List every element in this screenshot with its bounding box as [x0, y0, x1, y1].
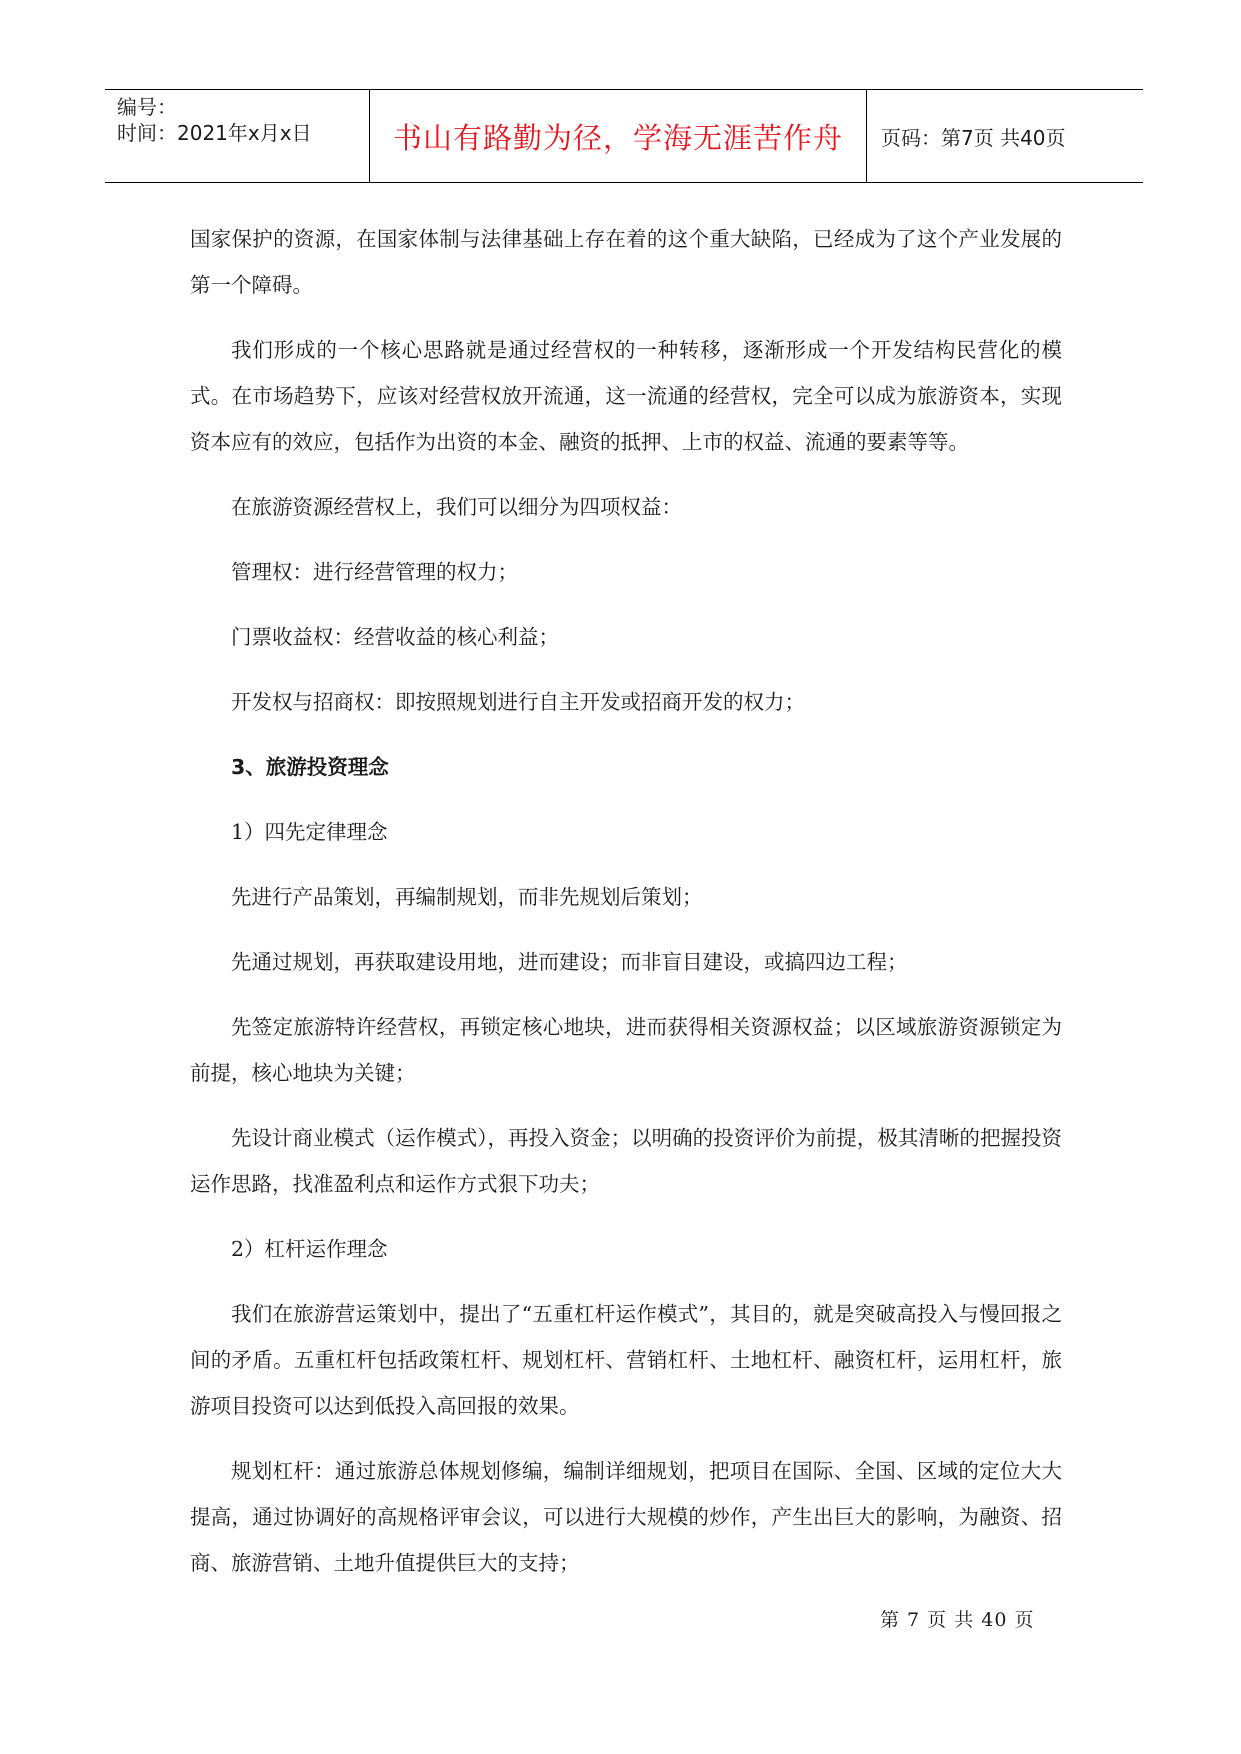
paragraph: 规划杠杆：通过旅游总体规划修编，编制详细规划，把项目在国际、全国、区域的定位大大提高，通过协调好的高规格评审会议，可以进行大规模的炒作，产生出巨大的影响，为融资、招商、旅游营销、土地升值提供巨大的支持；: [190, 1459, 1062, 1575]
document-number-label: 编号：: [117, 95, 177, 119]
paragraph: 先签定旅游特许经营权，再锁定核心地块，进而获得相关资源权益；以区域旅游资源锁定为前提，核心地块为关键；: [190, 1015, 1062, 1085]
subsection-heading: 1）四先定律理念: [231, 820, 388, 844]
header-motto: 书山有路勤为径，学海无涯苦作舟: [370, 90, 867, 182]
header-page-info: 页码：第7页 共40页: [881, 125, 1066, 150]
subsection-heading: 2）杠杆运作理念: [231, 1237, 388, 1261]
section-heading: 3、旅游投资理念: [231, 755, 389, 779]
document-time-label: 时间：2021年x月x日: [117, 121, 312, 145]
header-meta-cell: [105, 90, 370, 182]
document-header: [105, 89, 1143, 183]
paragraph: 管理权：进行经营管理的权力；: [231, 560, 518, 584]
paragraph: 先通过规划，再获取建设用地，进而建设；而非盲目建设，或搞四边工程；: [231, 950, 908, 974]
paragraph: 国家保护的资源，在国家体制与法律基础上存在着的这个重大缺陷，已经成为了这个产业发展的第一个障碍。: [190, 227, 1062, 297]
paragraph: 先设计商业模式（运作模式），再投入资金；以明确的投资评价为前提，极其清晰的把握投资运作思路，找准盈利点和运作方式狠下功夫；: [190, 1126, 1062, 1196]
paragraph: 门票收益权：经营收益的核心利益；: [231, 625, 559, 649]
paragraph: 我们在旅游营运策划中，提出了“五重杠杆运作模式”，其目的，就是突破高投入与慢回报之间的矛盾。五重杠杆包括政策杠杆、规划杠杆、营销杠杆、土地杠杆、融资杠杆，运用杠杆，旅游项目投资可以达到低投入高回报的效果。: [190, 1302, 1062, 1418]
document-body: [190, 216, 1062, 1605]
page-footer: 第 7 页 共 40 页: [880, 1609, 1035, 1631]
paragraph: 我们形成的一个核心思路就是通过经营权的一种转移，逐渐形成一个开发结构民营化的模式。在市场趋势下，应该对经营权放开流通，这一流通的经营权，完全可以成为旅游资本，实现资本应有的效应，包括作为出资的本金、融资的抵押、上市的权益、流通的要素等等。: [190, 338, 1062, 454]
paragraph: 先进行产品策划，再编制规划，而非先规划后策划；: [231, 885, 703, 909]
paragraph: 开发权与招商权：即按照规划进行自主开发或招商开发的权力；: [231, 690, 805, 714]
paragraph: 在旅游资源经营权上，我们可以细分为四项权益：: [231, 495, 682, 519]
